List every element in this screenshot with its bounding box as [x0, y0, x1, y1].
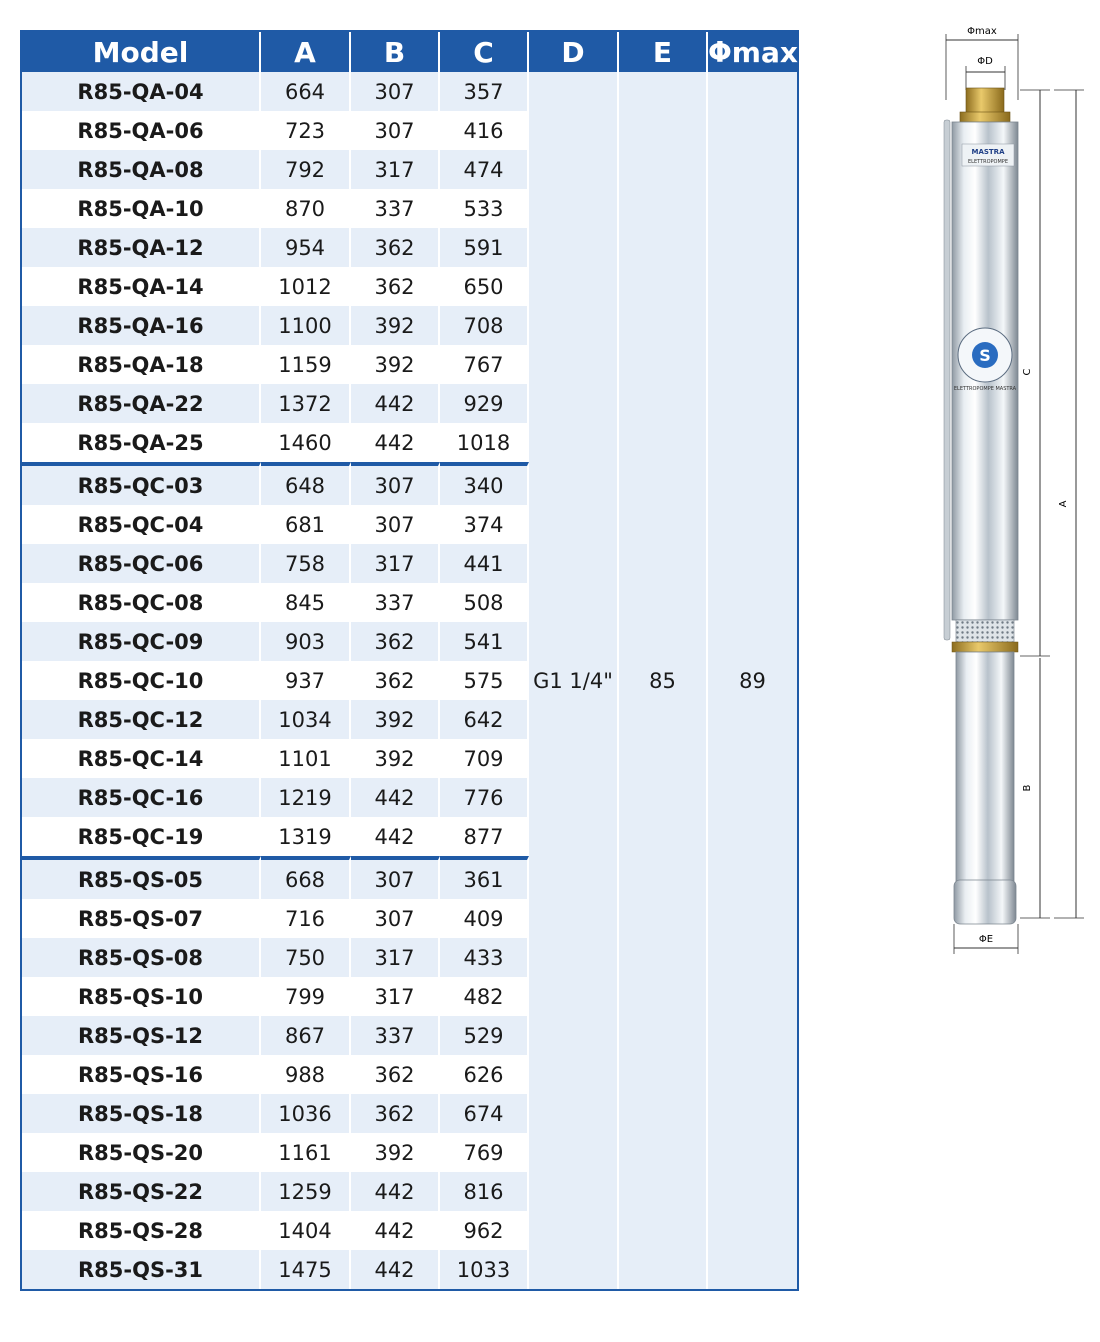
- a-value-cell: 648: [261, 462, 351, 505]
- model-cell: R85-QC-12: [22, 700, 261, 739]
- b-value-cell: 392: [351, 306, 440, 345]
- b-value-cell: 317: [351, 938, 440, 977]
- c-value-cell: 929: [440, 384, 529, 423]
- b-value-cell: 362: [351, 1094, 440, 1133]
- c-value-cell: 340: [440, 462, 529, 505]
- a-value-cell: 937: [261, 661, 351, 700]
- model-cell: R85-QC-14: [22, 739, 261, 778]
- model-cell: R85-QA-10: [22, 189, 261, 228]
- c-value-cell: 508: [440, 583, 529, 622]
- a-value-cell: 1259: [261, 1172, 351, 1211]
- a-value-cell: 1012: [261, 267, 351, 306]
- model-cell: R85-QS-28: [22, 1211, 261, 1250]
- c-value-cell: 626: [440, 1055, 529, 1094]
- a-value-cell: 870: [261, 189, 351, 228]
- b-value-cell: 362: [351, 267, 440, 306]
- b-value-cell: 442: [351, 423, 440, 462]
- b-value-cell: 307: [351, 72, 440, 111]
- b-value-cell: 392: [351, 345, 440, 384]
- b-value-cell: 442: [351, 1250, 440, 1289]
- c-value-cell: 541: [440, 622, 529, 661]
- model-cell: R85-QA-18: [22, 345, 261, 384]
- a-value-cell: 1219: [261, 778, 351, 817]
- c-value-cell: 642: [440, 700, 529, 739]
- brand-subtitle: ELETTROPOMPE: [968, 159, 1008, 165]
- model-cell: R85-QC-10: [22, 661, 261, 700]
- b-value-cell: 362: [351, 228, 440, 267]
- model-cell: R85-QS-10: [22, 977, 261, 1016]
- a-value-cell: 903: [261, 622, 351, 661]
- b-value-cell: 362: [351, 622, 440, 661]
- a-value-cell: 1161: [261, 1133, 351, 1172]
- c-value-cell: 482: [440, 977, 529, 1016]
- c-value-cell: 357: [440, 72, 529, 111]
- model-cell: R85-QA-14: [22, 267, 261, 306]
- model-cell: R85-QA-06: [22, 111, 261, 150]
- b-value-cell: 392: [351, 739, 440, 778]
- model-cell: R85-QS-22: [22, 1172, 261, 1211]
- b-value-cell: 442: [351, 778, 440, 817]
- b-value-cell: 442: [351, 384, 440, 423]
- a-value-cell: 750: [261, 938, 351, 977]
- c-value-cell: 533: [440, 189, 529, 228]
- pump-drawing: [930, 20, 1100, 960]
- c-value-cell: 776: [440, 778, 529, 817]
- c-value-cell: 674: [440, 1094, 529, 1133]
- b-value-cell: 307: [351, 899, 440, 938]
- seal-text: ELETTROPOMPE MASTRA: [953, 386, 1017, 392]
- a-value-cell: 716: [261, 899, 351, 938]
- c-value-cell: 767: [440, 345, 529, 384]
- model-cell: R85-QC-06: [22, 544, 261, 583]
- a-value-cell: 799: [261, 977, 351, 1016]
- a-value-cell: 1100: [261, 306, 351, 345]
- a-value-cell: 1036: [261, 1094, 351, 1133]
- b-value-cell: 337: [351, 583, 440, 622]
- intake-mesh: [956, 620, 1014, 642]
- a-value-cell: 668: [261, 856, 351, 899]
- table-row: [22, 72, 797, 111]
- c-value-cell: 433: [440, 938, 529, 977]
- a-value-cell: 1159: [261, 345, 351, 384]
- col-header-c: C: [440, 32, 529, 72]
- a-value-cell: 1404: [261, 1211, 351, 1250]
- phie-label: ΦE: [978, 934, 994, 945]
- b-label: B: [1022, 784, 1033, 792]
- model-cell: R85-QS-12: [22, 1016, 261, 1055]
- b-value-cell: 317: [351, 150, 440, 189]
- model-cell: R85-QS-05: [22, 856, 261, 899]
- c-value-cell: 769: [440, 1133, 529, 1172]
- col-header-e: E: [619, 32, 708, 72]
- model-cell: R85-QC-04: [22, 505, 261, 544]
- c-value-cell: 409: [440, 899, 529, 938]
- d-value-cell: G1 1/4": [529, 72, 619, 1289]
- b-value-cell: 307: [351, 111, 440, 150]
- b-value-cell: 317: [351, 544, 440, 583]
- model-cell: R85-QS-18: [22, 1094, 261, 1133]
- c-value-cell: 575: [440, 661, 529, 700]
- c-value-cell: 1033: [440, 1250, 529, 1289]
- phimax-value-cell: 89: [708, 72, 797, 1289]
- c-value-cell: 962: [440, 1211, 529, 1250]
- a-value-cell: 723: [261, 111, 351, 150]
- table-body: [22, 72, 797, 1289]
- a-value-cell: 792: [261, 150, 351, 189]
- b-value-cell: 392: [351, 700, 440, 739]
- c-value-cell: 441: [440, 544, 529, 583]
- cable-guard: [944, 120, 950, 640]
- b-value-cell: 307: [351, 856, 440, 899]
- model-cell: R85-QA-04: [22, 72, 261, 111]
- svg-text:S: S: [979, 346, 991, 365]
- a-value-cell: 1034: [261, 700, 351, 739]
- model-cell: R85-QA-08: [22, 150, 261, 189]
- c-value-cell: 474: [440, 150, 529, 189]
- header-row: [22, 32, 797, 72]
- model-cell: R85-QS-16: [22, 1055, 261, 1094]
- b-value-cell: 307: [351, 505, 440, 544]
- c-value-cell: 709: [440, 739, 529, 778]
- col-header-phimax: Φmax: [708, 32, 797, 72]
- a-value-cell: 845: [261, 583, 351, 622]
- e-value-cell: 85: [619, 72, 708, 1289]
- brand-name: MASTRA: [971, 148, 1005, 156]
- c-value-cell: 816: [440, 1172, 529, 1211]
- model-cell: R85-QS-31: [22, 1250, 261, 1289]
- phid-label: ΦD: [977, 56, 993, 67]
- coupling-ring: [952, 642, 1018, 652]
- model-cell: R85-QA-16: [22, 306, 261, 345]
- model-cell: R85-QS-08: [22, 938, 261, 977]
- b-value-cell: 442: [351, 1172, 440, 1211]
- a-label: A: [1058, 500, 1069, 508]
- a-value-cell: 758: [261, 544, 351, 583]
- model-cell: R85-QA-12: [22, 228, 261, 267]
- col-header-a: A: [261, 32, 351, 72]
- phimax-label: Φmax: [967, 26, 997, 37]
- model-cell: R85-QC-09: [22, 622, 261, 661]
- a-value-cell: 1101: [261, 739, 351, 778]
- a-value-cell: 988: [261, 1055, 351, 1094]
- b-value-cell: 307: [351, 462, 440, 505]
- c-value-cell: 374: [440, 505, 529, 544]
- a-value-cell: 1475: [261, 1250, 351, 1289]
- c-value-cell: 650: [440, 267, 529, 306]
- c-value-cell: 591: [440, 228, 529, 267]
- model-cell: R85-QC-16: [22, 778, 261, 817]
- col-header-b: B: [351, 32, 440, 72]
- col-header-d: D: [529, 32, 619, 72]
- a-value-cell: 664: [261, 72, 351, 111]
- dimensions-table: [20, 30, 799, 1291]
- b-value-cell: 337: [351, 1016, 440, 1055]
- model-cell: R85-QC-08: [22, 583, 261, 622]
- a-value-cell: 867: [261, 1016, 351, 1055]
- b-value-cell: 442: [351, 1211, 440, 1250]
- model-cell: R85-QS-20: [22, 1133, 261, 1172]
- model-cell: R85-QA-22: [22, 384, 261, 423]
- c-value-cell: 529: [440, 1016, 529, 1055]
- a-value-cell: 1319: [261, 817, 351, 856]
- b-value-cell: 442: [351, 817, 440, 856]
- c-value-cell: 708: [440, 306, 529, 345]
- model-cell: R85-QC-19: [22, 817, 261, 856]
- b-value-cell: 362: [351, 1055, 440, 1094]
- a-value-cell: 1372: [261, 384, 351, 423]
- c-value-cell: 361: [440, 856, 529, 899]
- col-header-model: Model: [22, 32, 261, 72]
- b-value-cell: 317: [351, 977, 440, 1016]
- brass-outlet: [966, 88, 1004, 114]
- a-value-cell: 1460: [261, 423, 351, 462]
- c-label: C: [1022, 368, 1033, 376]
- model-cell: R85-QS-07: [22, 899, 261, 938]
- c-value-cell: 416: [440, 111, 529, 150]
- a-value-cell: 954: [261, 228, 351, 267]
- c-value-cell: 1018: [440, 423, 529, 462]
- b-value-cell: 362: [351, 661, 440, 700]
- model-cell: R85-QC-03: [22, 462, 261, 505]
- a-value-cell: 681: [261, 505, 351, 544]
- b-value-cell: 337: [351, 189, 440, 228]
- model-cell: R85-QA-25: [22, 423, 261, 462]
- b-value-cell: 392: [351, 1133, 440, 1172]
- c-value-cell: 877: [440, 817, 529, 856]
